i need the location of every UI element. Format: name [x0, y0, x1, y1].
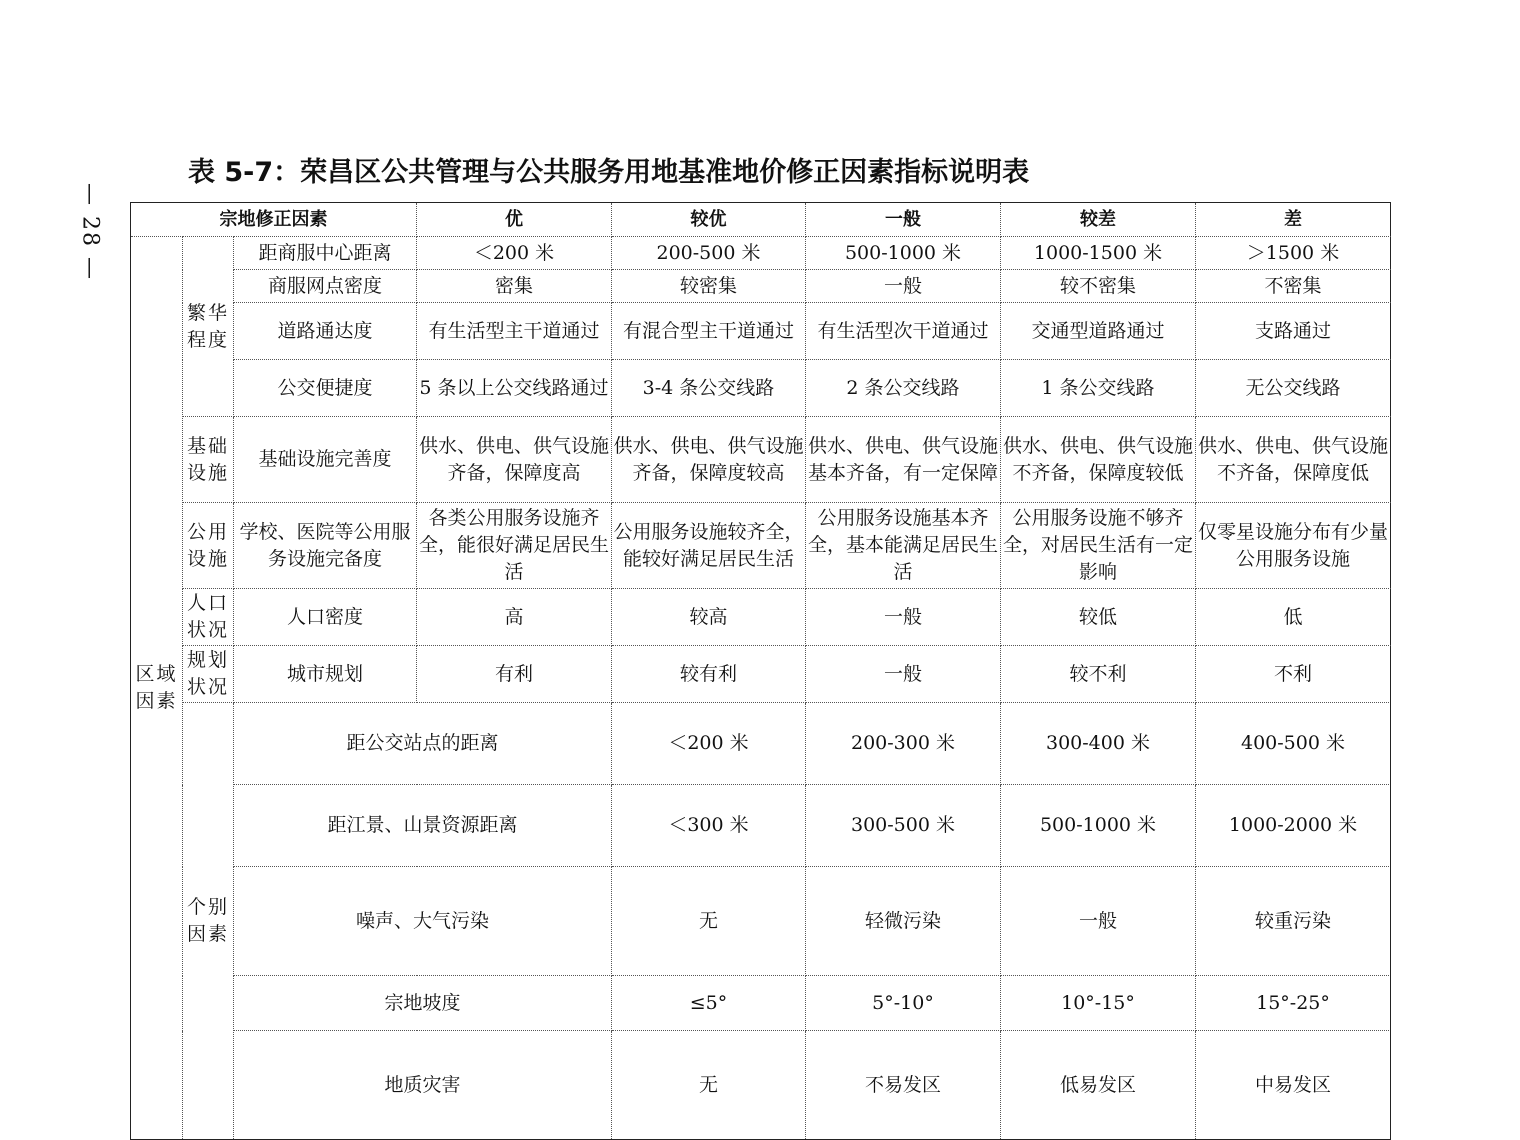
table-cell: ＜200 米: [417, 237, 612, 270]
factor-label: 公交便捷度: [234, 360, 417, 417]
group-renkou-label: 人口状况: [183, 589, 234, 646]
table-cell: 不密集: [1196, 270, 1391, 303]
table-cell: 5 条以上公交线路通过: [417, 360, 612, 417]
factor-label: 距公交站点的距离: [234, 703, 612, 785]
table-cell: 支路通过: [1196, 303, 1391, 360]
table-cell: 1000-1500 米: [1001, 237, 1196, 270]
table-cell: 一般: [806, 589, 1001, 646]
table-cell: 一般: [1001, 867, 1196, 976]
table-cell: 供水、供电、供气设施不齐备，保障度低: [1196, 417, 1391, 503]
table-cell: 轻微污染: [806, 867, 1001, 976]
table-cell: 仅零星设施分布有少量公用服务设施: [1196, 503, 1391, 589]
table-cell: 较有利: [612, 646, 806, 703]
correction-factor-table: [130, 202, 1391, 1140]
group-guihua-label: 规划状况: [183, 646, 234, 703]
table-row: [131, 1031, 1391, 1140]
table-cell: 200-300 米: [806, 703, 1001, 785]
table-cell: 密集: [417, 270, 612, 303]
table-row: [131, 703, 1391, 785]
factor-label: 人口密度: [234, 589, 417, 646]
table-row: [131, 503, 1391, 589]
table-cell: 有生活型次干道通过: [806, 303, 1001, 360]
table-cell: 300-500 米: [806, 785, 1001, 867]
table-cell: ＞1500 米: [1196, 237, 1391, 270]
table-cell: 公用服务设施基本齐全，基本能满足居民生活: [806, 503, 1001, 589]
table-row: [131, 237, 1391, 270]
table-cell: ＜200 米: [612, 703, 806, 785]
factor-label: 商服网点密度: [234, 270, 417, 303]
table-cell: 一般: [806, 646, 1001, 703]
table-cell: 低易发区: [1001, 1031, 1196, 1140]
factor-label: 道路通达度: [234, 303, 417, 360]
table-cell: 300-400 米: [1001, 703, 1196, 785]
factor-label: 距江景、山景资源距离: [234, 785, 612, 867]
table-cell: 400-500 米: [1196, 703, 1391, 785]
table-cell: 200-500 米: [612, 237, 806, 270]
factor-label: 宗地坡度: [234, 976, 612, 1031]
table-cell: 较密集: [612, 270, 806, 303]
table-cell: 较高: [612, 589, 806, 646]
table-cell: 供水、供电、供气设施不齐备，保障度较低: [1001, 417, 1196, 503]
header-grade-3: 一般: [806, 203, 1001, 237]
factor-label: 城市规划: [234, 646, 417, 703]
table-cell: 较重污染: [1196, 867, 1391, 976]
table-row: [131, 867, 1391, 976]
table-cell: 无: [612, 1031, 806, 1140]
table-cell: 供水、供电、供气设施基本齐备，有一定保障: [806, 417, 1001, 503]
table-row: [131, 589, 1391, 646]
table-cell: 低: [1196, 589, 1391, 646]
table-cell: 高: [417, 589, 612, 646]
table-cell: 3-4 条公交线路: [612, 360, 806, 417]
table-cell: 无: [612, 867, 806, 976]
table-cell: 较不密集: [1001, 270, 1196, 303]
factor-label: 地质灾害: [234, 1031, 612, 1140]
table-cell: 不易发区: [806, 1031, 1001, 1140]
table-cell: 5°-10°: [806, 976, 1001, 1031]
table-row: [131, 417, 1391, 503]
table-row: [131, 785, 1391, 867]
header-factor: 宗地修正因素: [131, 203, 417, 237]
table-cell: 无公交线路: [1196, 360, 1391, 417]
table-cell: 2 条公交线路: [806, 360, 1001, 417]
group-jichu-label: 基础设施: [183, 417, 234, 503]
table-cell: 1000-2000 米: [1196, 785, 1391, 867]
table-cell: 500-1000 米: [1001, 785, 1196, 867]
header-grade-5: 差: [1196, 203, 1391, 237]
factor-label: 基础设施完善度: [234, 417, 417, 503]
table-cell: 有生活型主干道通过: [417, 303, 612, 360]
table-cell: 交通型道路通过: [1001, 303, 1196, 360]
header-grade-2: 较优: [612, 203, 806, 237]
table-cell: 10°-15°: [1001, 976, 1196, 1031]
group-fanhua-label: 繁华程度: [183, 237, 234, 417]
table-cell: 1 条公交线路: [1001, 360, 1196, 417]
header-grade-4: 较差: [1001, 203, 1196, 237]
table-cell: 供水、供电、供气设施齐备，保障度较高: [612, 417, 806, 503]
table-cell: 较低: [1001, 589, 1196, 646]
regional-factors-label: 区域因素: [131, 237, 183, 1140]
table-cell: 15°-25°: [1196, 976, 1391, 1031]
table-cell: 公用服务设施不够齐全，对居民生活有一定影响: [1001, 503, 1196, 589]
page-number: — 28 —: [77, 183, 103, 281]
table-cell: 不利: [1196, 646, 1391, 703]
table-header-row: [131, 203, 1391, 237]
table-row: [131, 646, 1391, 703]
table-row: [131, 270, 1391, 303]
table-row: [131, 976, 1391, 1031]
table-cell: ＜300 米: [612, 785, 806, 867]
table-row: [131, 360, 1391, 417]
group-gongyong-label: 公用设施: [183, 503, 234, 589]
table-title: 表 5-7：荣昌区公共管理与公共服务用地基准地价修正因素指标说明表: [188, 157, 1030, 188]
table-cell: 500-1000 米: [806, 237, 1001, 270]
table-cell: 有混合型主干道通过: [612, 303, 806, 360]
table-cell: 中易发区: [1196, 1031, 1391, 1140]
header-grade-1: 优: [417, 203, 612, 237]
table-cell: 较不利: [1001, 646, 1196, 703]
table-cell: 各类公用服务设施齐全，能很好满足居民生活: [417, 503, 612, 589]
factor-label: 距商服中心距离: [234, 237, 417, 270]
table-cell: 公用服务设施较齐全，能较好满足居民生活: [612, 503, 806, 589]
table-cell: 有利: [417, 646, 612, 703]
factor-label: 学校、医院等公用服务设施完备度: [234, 503, 417, 589]
table-cell: ≤5°: [612, 976, 806, 1031]
table-row: [131, 303, 1391, 360]
table-cell: 一般: [806, 270, 1001, 303]
factor-label: 噪声、大气污染: [234, 867, 612, 976]
individual-factors-label: 个别因素: [183, 703, 234, 1140]
table-cell: 供水、供电、供气设施齐备，保障度高: [417, 417, 612, 503]
